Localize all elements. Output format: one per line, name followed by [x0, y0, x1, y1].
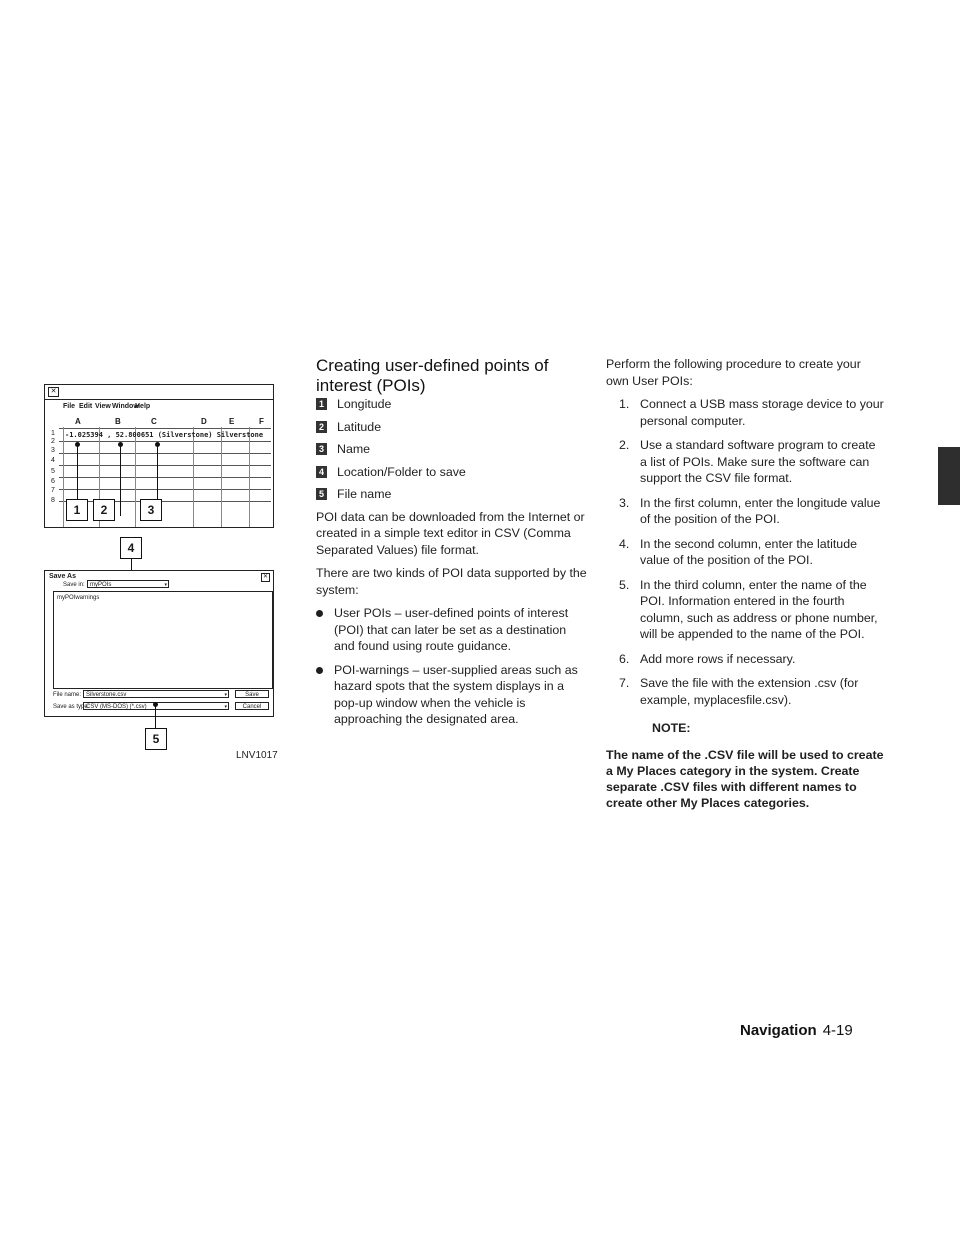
- spreadsheet-app-icon: ✕: [48, 387, 59, 397]
- save-button: Save: [235, 690, 269, 698]
- save-in-value: myPOIs: [90, 582, 112, 588]
- callout-2: 2: [93, 499, 115, 521]
- row-number: 2: [51, 438, 55, 445]
- step-number: 6.: [619, 651, 630, 666]
- grid-line: [249, 427, 250, 527]
- cancel-button: Cancel: [235, 702, 269, 710]
- grid-line: [59, 428, 271, 429]
- close-icon: ✕: [262, 574, 269, 580]
- chevron-down-icon: ▾: [224, 692, 227, 698]
- legend-number: 2: [316, 421, 327, 433]
- chevron-down-icon: ▾: [164, 582, 167, 588]
- row-number: 6: [51, 478, 55, 485]
- chevron-down-icon: ▾: [224, 704, 227, 710]
- procedure-intro: Perform the following procedure to create your own User POIs:: [606, 357, 861, 388]
- step-text: Connect a USB mass storage device to your personal computer.: [640, 397, 884, 428]
- step-text: Save the file with the extension .csv (for example, myplacesfile.csv).: [640, 676, 859, 707]
- legend-number: 4: [316, 466, 327, 478]
- file-name-value: Silverstone.csv: [86, 692, 127, 698]
- bullet-icon: [316, 667, 323, 674]
- note-title: NOTE:: [652, 721, 691, 735]
- step-number: 3.: [619, 495, 630, 510]
- legend-label: Latitude: [337, 419, 382, 434]
- kinds-paragraph: There are two kinds of POI data supported by the system:: [316, 566, 587, 597]
- footer-page-number: 4-19: [822, 1022, 853, 1039]
- grid-line: [135, 427, 136, 527]
- callout-4: 4: [120, 537, 142, 559]
- grid-line: [59, 465, 271, 466]
- menu-edit: Edit: [79, 403, 93, 410]
- grid-line: [59, 501, 271, 502]
- step-item: [606, 577, 884, 643]
- grid-line: [59, 453, 271, 454]
- save-type-value: CSV (MS-DOS) (*.csv): [86, 704, 147, 710]
- column-header: F: [259, 417, 264, 426]
- save-in-label: Save in:: [63, 582, 85, 588]
- chapter-side-tab: [938, 447, 960, 505]
- bullet-icon: [316, 610, 323, 617]
- row1-content: -1.025394 , 52.800651 (Silverstone) Silverstone: [65, 431, 264, 439]
- row-number: 8: [51, 497, 55, 504]
- grid-line: [193, 427, 194, 527]
- row-number: 3: [51, 447, 55, 454]
- note-body: The name of the .CSV file will be used to create a My Places category in the system. Create separate .CSV files with different names to create other My Places categories.: [606, 747, 884, 810]
- grid-line: [221, 427, 222, 527]
- grid-line: [59, 441, 271, 442]
- step-item: [606, 396, 884, 429]
- step-item: [606, 675, 884, 708]
- row-number: 5: [51, 468, 55, 475]
- column-header: E: [229, 417, 235, 426]
- legend-item: [316, 396, 590, 413]
- grid-line: [59, 477, 271, 478]
- folder-item: myPOIwarnings: [57, 595, 100, 601]
- legend-item: [316, 464, 590, 481]
- callout-3: 3: [140, 499, 162, 521]
- menu-help: Help: [135, 403, 151, 410]
- row-number: 7: [51, 487, 55, 494]
- step-item: [606, 437, 884, 487]
- step-text: In the second column, enter the latitude value of the position of the POI.: [640, 536, 857, 567]
- save-in-combo: [87, 580, 169, 588]
- step-number: 2.: [619, 438, 630, 452]
- row-number: 4: [51, 457, 55, 464]
- step-item: [606, 651, 884, 668]
- menu-view: View: [95, 403, 111, 410]
- spreadsheet-menubar: [45, 400, 273, 414]
- bullet-item: [316, 662, 590, 728]
- step-item: [606, 495, 884, 528]
- step-text: Use a standard software program to create a list of POIs. Make sure the software can support the CSV file format.: [640, 438, 876, 485]
- legend-label: File name: [337, 487, 392, 501]
- legend-number: 3: [316, 443, 327, 455]
- step-number: 4.: [619, 536, 630, 551]
- legend-item: [316, 419, 590, 436]
- file-name-field: [83, 690, 229, 698]
- footer-chapter: Navigation: [740, 1022, 817, 1039]
- middle-column: [316, 396, 590, 735]
- section-heading: Creating user-defined points of interest (POIs): [316, 356, 549, 395]
- legend-number: 1: [316, 398, 327, 410]
- callout-line: [155, 706, 156, 728]
- folder-list: [53, 591, 273, 689]
- callout-5: 5: [145, 728, 167, 750]
- step-text: In the first column, enter the longitude value of the position of the POI.: [640, 495, 881, 526]
- right-column: [606, 356, 884, 811]
- spreadsheet-titlebar: [45, 385, 273, 400]
- figure-caption: LNV1017: [236, 750, 278, 761]
- menu-window: Window: [112, 403, 139, 410]
- legend-label: Location/Folder to save: [337, 464, 466, 479]
- legend-item: [316, 441, 590, 458]
- legend-item: [316, 486, 590, 503]
- save-dialog-screenshot: [44, 570, 274, 717]
- column-header: D: [201, 417, 207, 426]
- grid-line: [59, 489, 271, 490]
- menu-file: File: [63, 403, 76, 410]
- step-number: 7.: [619, 676, 630, 690]
- column-header: A: [75, 417, 81, 426]
- intro-paragraph: POI data can be downloaded from the Internet or created in a simple text editor in CSV (Comma Separated Values) file format.: [316, 509, 585, 557]
- file-name-label: File name:: [53, 692, 82, 698]
- page-footer: [740, 1022, 853, 1039]
- column-header: B: [115, 417, 121, 426]
- step-item: [606, 536, 884, 569]
- column-header: C: [151, 417, 157, 426]
- callout-line: [120, 446, 121, 516]
- legend-label: Longitude: [337, 397, 392, 411]
- step-text: Add more rows if necessary.: [640, 651, 796, 666]
- dialog-title: Save As: [49, 573, 76, 580]
- save-type-label: Save as type:: [53, 704, 90, 710]
- row-number: 1: [51, 430, 55, 437]
- bullet-item: [316, 605, 590, 655]
- callout-1: 1: [66, 499, 88, 521]
- step-number: 5.: [619, 577, 630, 592]
- step-number: 1.: [619, 397, 630, 411]
- legend-number: 5: [316, 488, 327, 500]
- legend-label: Name: [337, 442, 371, 456]
- bullet-text: User POIs – user-defined points of interest (POI) that can later be set as a destination and found using route guidance.: [334, 606, 569, 653]
- grid-line: [63, 427, 64, 527]
- bullet-text: POI-warnings – user-supplied areas such as hazard spots that the system displays in a pop-up window when the vehicle is approaching the designated area.: [334, 662, 578, 726]
- step-text: In the third column, enter the name of the POI. Information entered in the fourth column, such as address or phone number, will be appended to the name of the POI.: [640, 577, 878, 641]
